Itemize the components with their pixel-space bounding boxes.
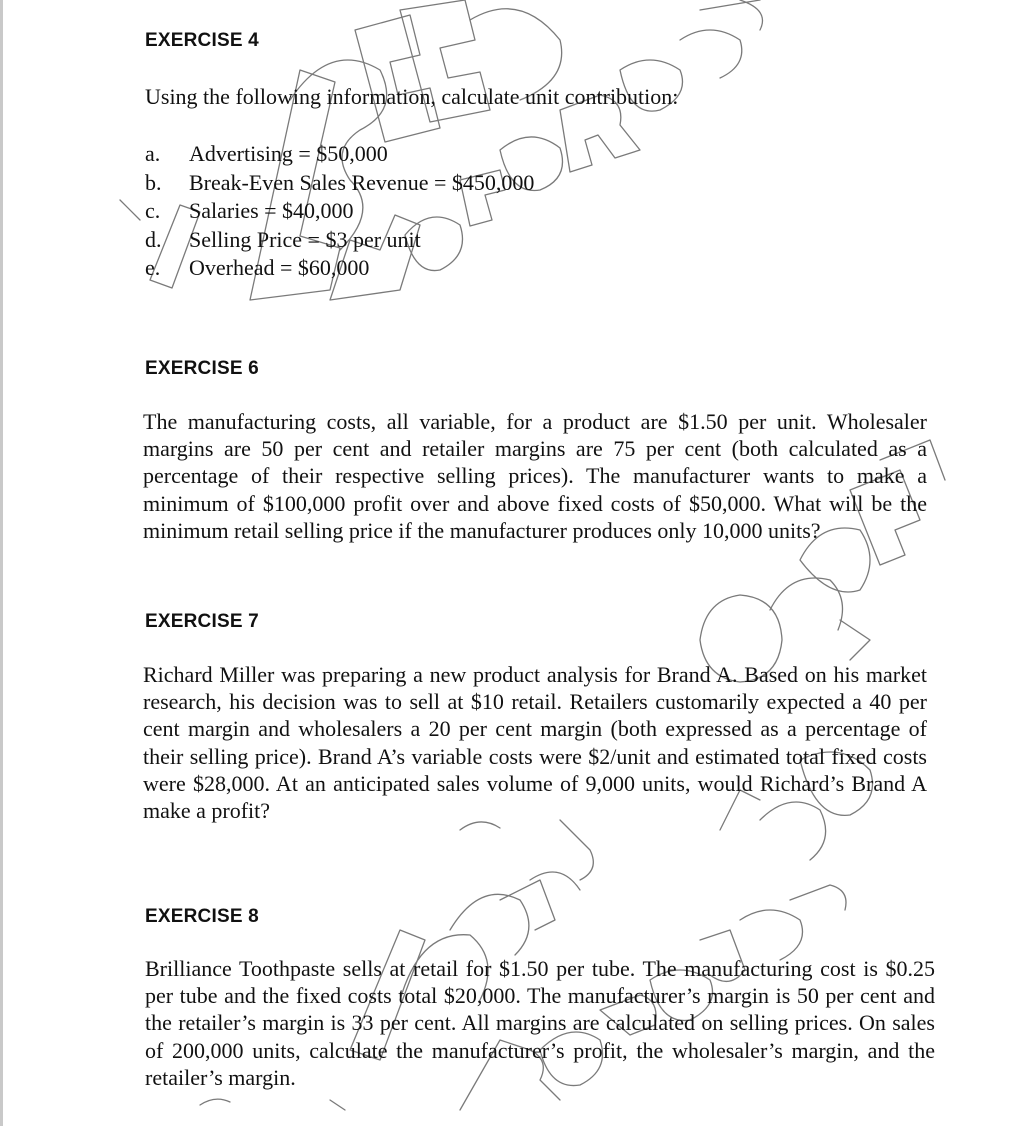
exercise-8-body: Brilliance Toothpaste sells at retail for $1.50 per tube. The manufacturing cost is $0.25 per tube and the fixed costs total $20,000. The manufacturer’s margin is 50 per cent and the retailer’s margin is 33 per cent. All margins are calculated on selling prices. On sales of 200,000 units, calculate the manufacturer’s profit, the wholesaler’s margin, and the retailer’s margin. [145, 956, 935, 1090]
exercise-8-heading: EXERCISE 8 [145, 906, 259, 927]
list-item [145, 254, 534, 283]
list-item [145, 197, 534, 226]
page-left-border [0, 0, 3, 1126]
list-item-text: Salaries = $40,000 [189, 198, 354, 223]
list-item [145, 226, 534, 255]
list-item-text: Advertising = $50,000 [189, 141, 388, 166]
exercise-6-heading: EXERCISE 6 [145, 358, 259, 379]
list-item-letter: e. [145, 255, 161, 280]
exercise-7-heading: EXERCISE 7 [145, 611, 259, 632]
exercise-4-list [145, 140, 534, 283]
list-item [145, 169, 534, 198]
exercise-4-intro: Using the following information, calculate unit contribution: [145, 84, 679, 109]
list-item-letter: b. [145, 169, 162, 195]
list-item-text: Selling Price = $3 per unit [189, 226, 421, 252]
list-item [145, 140, 534, 169]
list-item-letter: c. [145, 198, 161, 223]
list-item-letter: a. [145, 141, 161, 166]
list-item-text: Break-Even Sales Revenue = $450,000 [189, 169, 535, 195]
exercise-7-body: Richard Miller was preparing a new product analysis for Brand A. Based on his market research, his decision was to sell at $10 retail. Retailers customarily expected a 40 per cent margin and wholesalers a 20 per cent margin (both expressed as a percentage of their selling price). Brand A’s variable costs were $2/unit and estimated total fixed costs were $28,000. At an anticipated sales volume of 9,000 units, would Richard’s Brand A make a profit? [143, 662, 927, 824]
list-item-letter: d. [145, 226, 162, 252]
list-item-text: Overhead = $60,000 [189, 255, 370, 280]
exercise-4-heading: EXERCISE 4 [145, 30, 259, 51]
exercise-6-body: The manufacturing costs, all variable, for a product are $1.50 per unit. Wholesaler margins are 50 per cent and retailer margins are 75 per cent (both calculated as a percentage of their respective selling prices). The manufacturer wants to make a minimum of $100,000 profit over and above fixed costs of $50,000. What will be the minimum retail selling price if the manufacturer produces only 10,000 units? [143, 409, 927, 543]
